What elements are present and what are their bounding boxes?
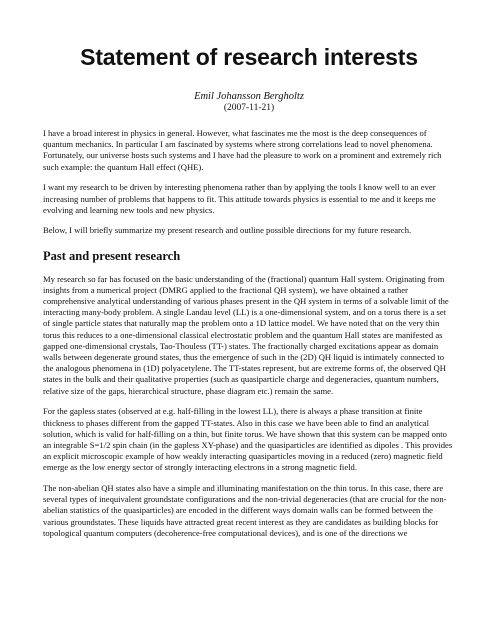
document-title: Statement of research interests xyxy=(80,44,418,70)
intro-paragraph: Below, I will briefly summarize my present research and outline possible directions for my future research. xyxy=(43,225,412,236)
author-name: Emil Johansson Bergholtz xyxy=(194,91,304,102)
section-heading: Past and present research xyxy=(43,248,181,263)
intro-paragraph: I have a broad interest in physics in general. However, what fascinates me the most is the deep consequences of quantum mechanics. In particular I am fascinated by systems where strong correlations lead to novel phenomena. Fortunately, our universe hosts such systems and I have had the pleasure to work on a prominent and extremely rich such example: the quantum Hall effect (QHE). xyxy=(43,128,442,172)
section-paragraph: For the gapless states (observed at e.g. half-filling in the lowest LL), there is always a phase transition at finite thickness to phases different from the gapped TT-states. Also in this case we have been able to find an analytical solution, which is valid for half-filling on a thin, but finite torus. We have shown that this system can be mapped onto an integrable S=1/2 spin chain (in the gapless XY-phase) and the quasiparticles are identified as dipoles . This provides an explicit microscopic example of how weakly interacting quasiparticles moving in a reduced (zero) magnetic field emerge as the low energy sector of strongly interacting electrons in a strong magnetic field. xyxy=(43,406,453,473)
section-paragraph: My research so far has focused on the basic understanding of the (fractional) quantum Hall system. Originating from insights from a numerical project (DMRG applied to the fractional QH system), we have obtained a rather comprehensive analytical understanding of various phases present in the QH system in terms of a solvable limit of the interacting many-body problem. A single Landau level (LL) is a one-dimensional system, and on a torus there is a set of single particle states that naturally map the problem onto a 1D lattice model. We have noted that on the very thin torus this reduces to a one-dimensional classical electrostatic problem and the quantum Hall states are manifested as gapped one-dimensional crystals, Tao-Thouless (TT-) states. The fractionally charged excitations appear as domain walls between degenerate ground states, thus the emergence of such in the (2D) QH liquid is intimately connected to the analogous phenomena in (1D) polyacetylene. The TT-states represent, but are extreme forms of, the observed QH states in the bulk and their qualitative properties (such as quasiparticle charge and degeneracies, quantum numbers, relative size of the gaps, hierarchical structure, phase diagram etc.) remain the same. xyxy=(43,273,449,396)
document-date: (2007-11-21) xyxy=(223,103,275,113)
intro-paragraph: I want my research to be driven by interesting phenomena rather than by applying the tools I know well to an ever increasing number of problems that happens to fit. This attitude towards physics is essential to me and it keeps me evolving and learning new tools and new physics. xyxy=(43,182,436,215)
section-paragraph: The non-abelian QH states also have a simple and illuminating manifestation on the thin torus. In this case, there are several types of inequivalent groundstate configurations and the non-trivial degeneracies (that are crucial for the non-abelian statistics of the quasiparticles) are encoded in the different ways domain walls can be formed between the various groundstates. These liquids have attracted great recent interest as they are candidates as building blocks for topological quantum computers (decoherence-free computational devices), and is one of the directions we xyxy=(43,483,447,538)
